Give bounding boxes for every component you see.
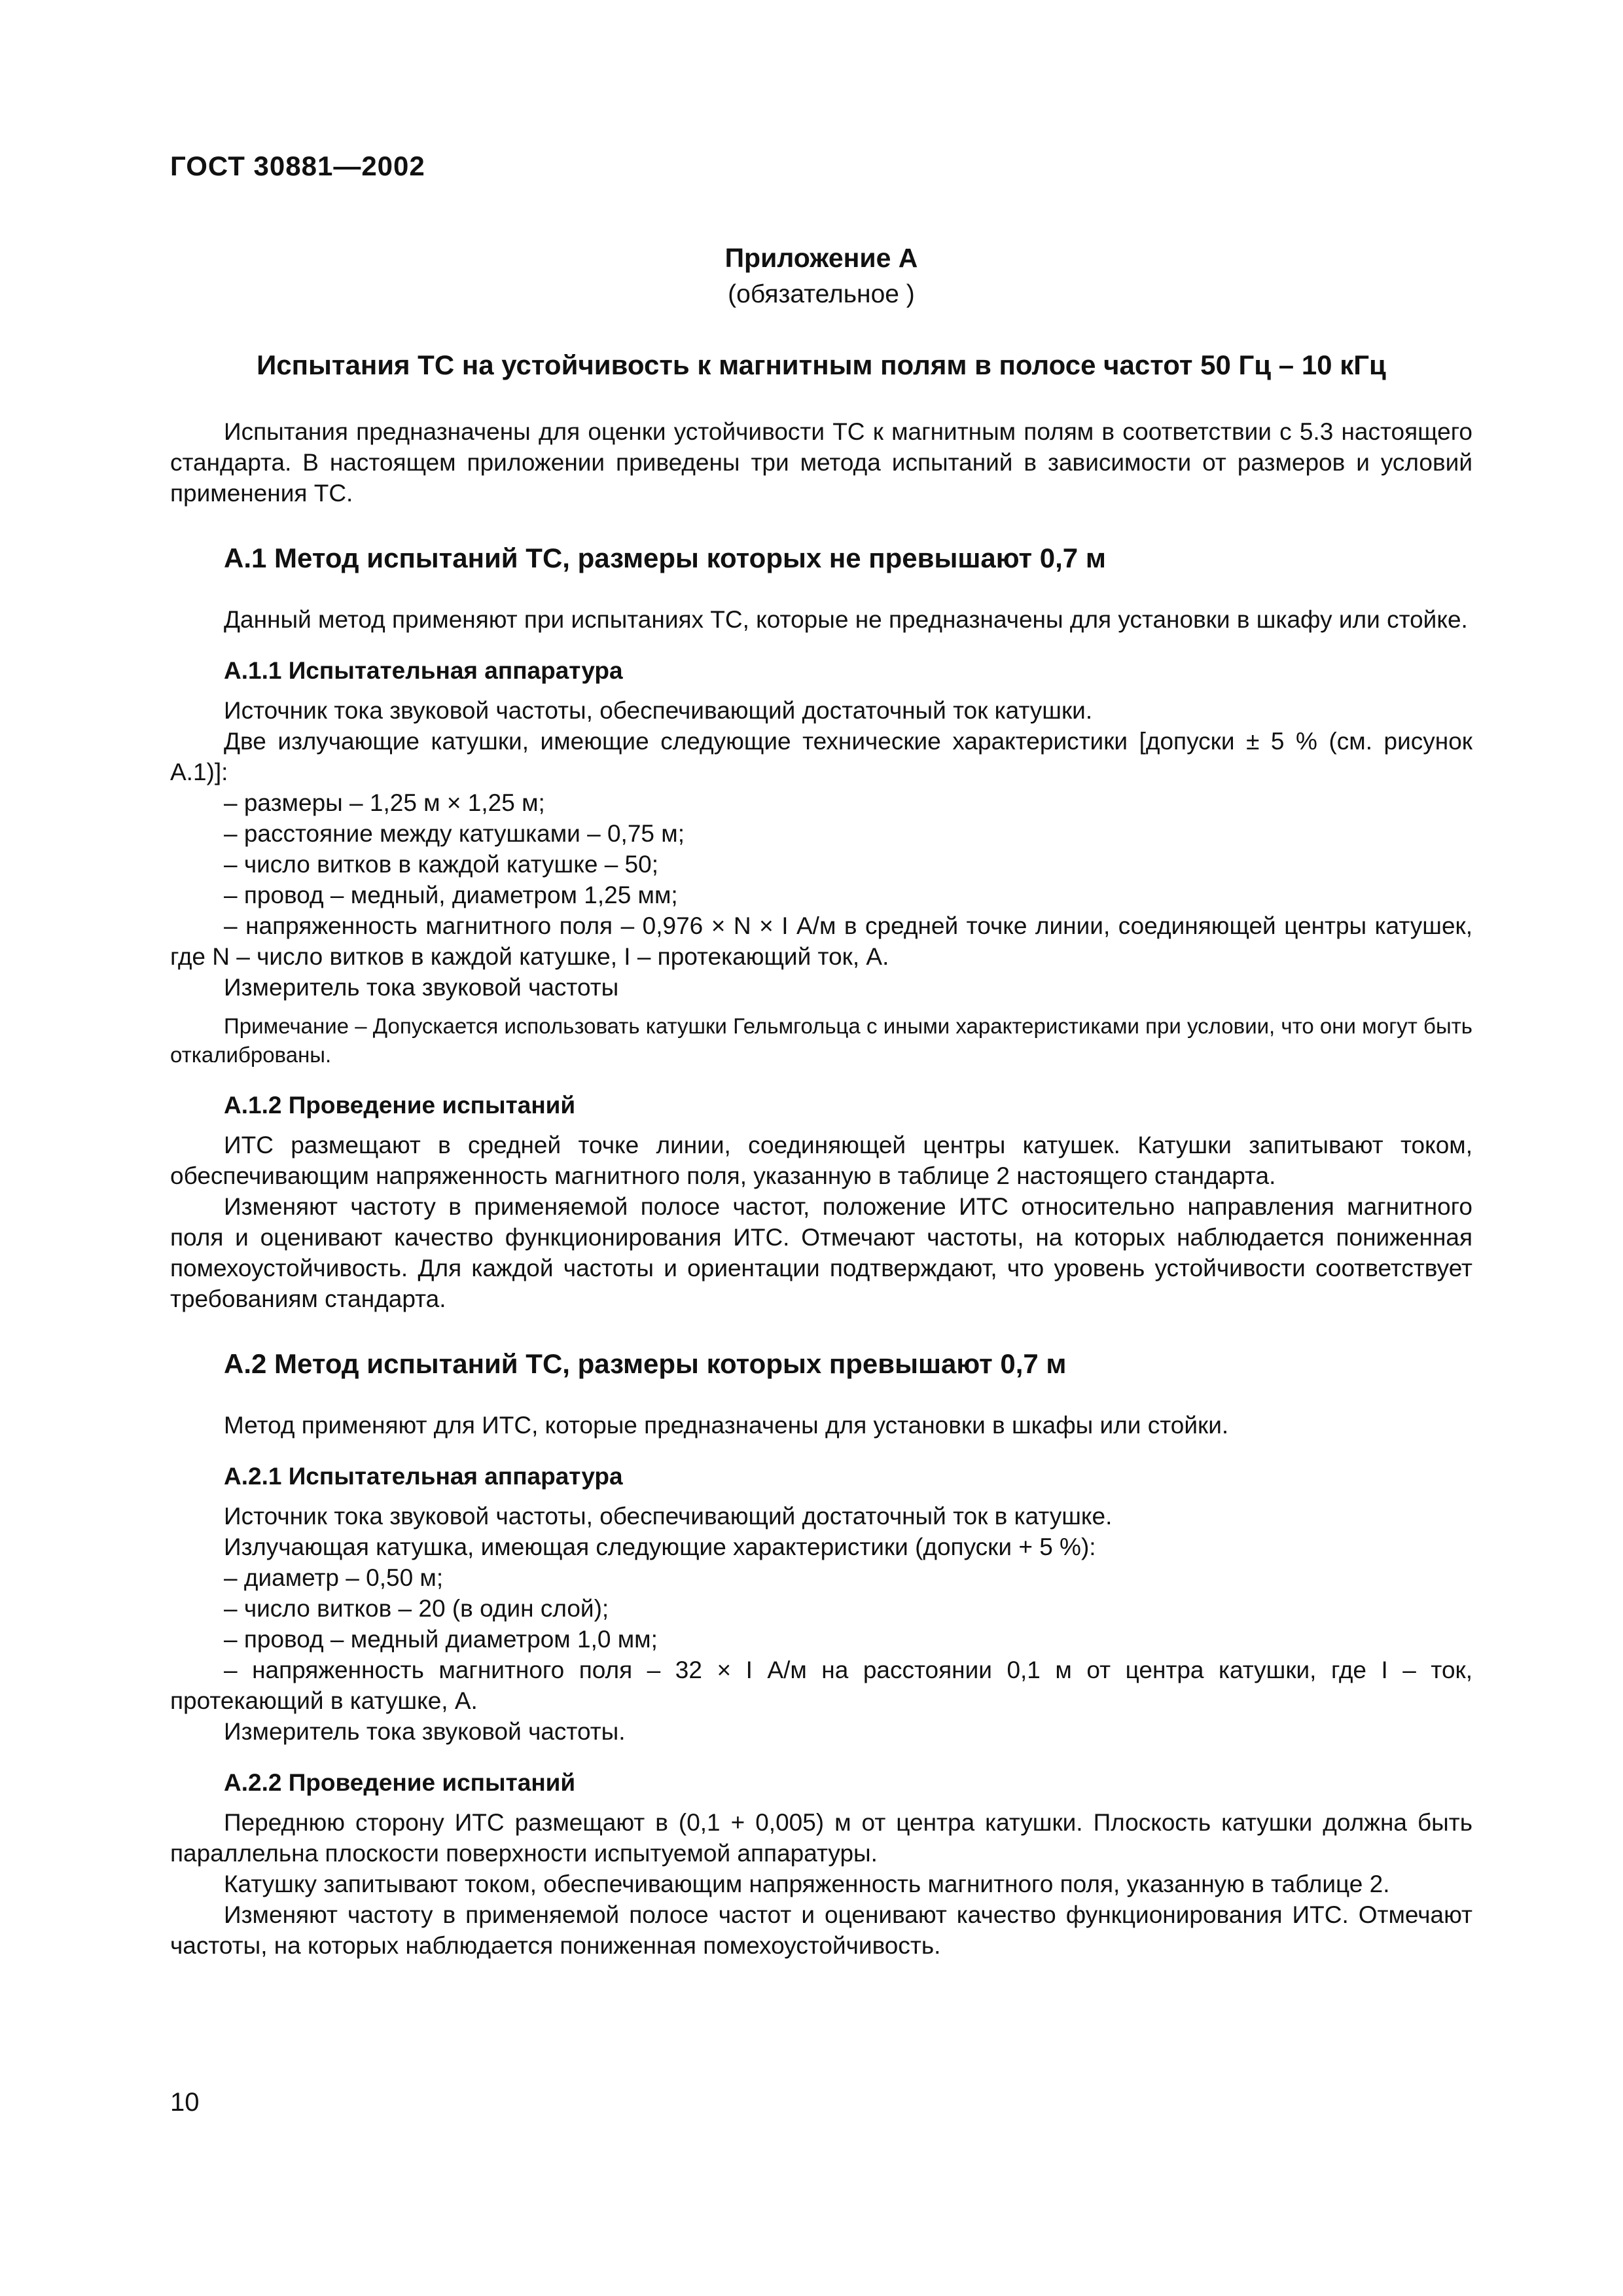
appendix-status: (обязательное ) [728, 280, 915, 308]
paragraph: Источник тока звуковой частоты, обеспечивающий достаточный ток катушки. [224, 697, 1093, 724]
paragraph: ИТС размещают в средней точке линии, соединяющей центры катушек. Катушки запитывают током, обеспечивающим напряженность магнитного поля, указанную в таблице 2 настоящего стандарта. [170, 1132, 1472, 1189]
list-item: – размеры – 1,25 м × 1,25 м; [224, 789, 545, 816]
section-a1-intro: Данный метод применяют при испытаниях ТС, которые не предназначены для установки в шкафу или стойке. [224, 606, 1468, 633]
list-item: – провод – медный диаметром 1,0 мм; [224, 1626, 658, 1653]
section-a2-2-heading: А.2.2 Проведение испытаний [224, 1769, 576, 1796]
appendix-intro: Испытания предназначены для оценки устойчивости ТС к магнитным полям в соответствии с 5.3 настоящего стандарта. В настоящем приложении приведены три метода испытаний в зависимости от размеров и условий применения ТС. [170, 418, 1472, 507]
document-id: ГОСТ 30881—2002 [170, 151, 425, 181]
paragraph: Излучающая катушка, имеющая следующие характеристики (допуски + 5 %): [224, 1534, 1096, 1560]
document-page [170, 151, 1472, 1961]
section-a1-heading: А.1 Метод испытаний ТС, размеры которых не превышают 0,7 м [224, 543, 1106, 573]
section-a2-1-heading: А.2.1 Испытательная аппаратура [224, 1463, 623, 1490]
list-item: – число витков в каждой катушке – 50; [224, 851, 658, 878]
paragraph: Переднюю сторону ИТС размещают в (0,1 + 0,005) м от центра катушки. Плоскость катушки должна быть параллельна плоскости поверхности испытуемой аппаратуры. [170, 1809, 1472, 1867]
paragraph: Измеритель тока звуковой частоты [224, 974, 619, 1001]
section-a2-heading: А.2 Метод испытаний ТС, размеры которых превышают 0,7 м [224, 1348, 1067, 1379]
paragraph: Источник тока звуковой частоты, обеспечивающий достаточный ток в катушке. [224, 1503, 1113, 1530]
section-a1-2-heading: А.1.2 Проведение испытаний [224, 1092, 576, 1119]
appendix-title: Приложение А [724, 243, 918, 273]
list-item: – диаметр – 0,50 м; [224, 1564, 444, 1591]
paragraph: Изменяют частоту в применяемой полосе частот и оценивают качество функционирования ИТС. Отмечают частоты, на которых наблюдается пониженная помехоустойчивость. [170, 1901, 1472, 1959]
list-item: – напряженность магнитного поля – 32 × I А/м на расстоянии 0,1 м от центра катушки, где I – ток, протекающий в катушке, А. [170, 1657, 1472, 1714]
list-item: – расстояние между катушками – 0,75 м; [224, 820, 685, 847]
section-a2-intro: Метод применяют для ИТС, которые предназначены для установки в шкафы или стойки. [224, 1412, 1229, 1439]
paragraph: Измеритель тока звуковой частоты. [224, 1718, 626, 1745]
list-item: – число витков – 20 (в один слой); [224, 1595, 609, 1622]
note: Примечание – Допускается использовать катушки Гельмгольца с иными характеристиками при условии, что они могут быть откалиброваны. [170, 1014, 1472, 1067]
page-number: 10 [170, 2088, 200, 2117]
paragraph: Две излучающие катушки, имеющие следующие технические характеристики [допуски ± 5 % (см. рисунок А.1)]: [170, 728, 1472, 785]
section-a1-1-heading: А.1.1 Испытательная аппаратура [224, 657, 623, 684]
list-item: – провод – медный, диаметром 1,25 мм; [224, 882, 678, 908]
paragraph: Изменяют частоту в применяемой полосе частот, положение ИТС относительно направления магнитного поля и оценивают качество функционирования ИТС. Отмечают частоты, на которых наблюдается пониженная помехоустойчивость. Для каждой частоты и ориентации подтверждают, что уровень устойчивости соответствует требованиям стандарта. [170, 1193, 1472, 1312]
paragraph: Катушку запитывают током, обеспечивающим напряженность магнитного поля, указанную в таблице 2. [224, 1871, 1390, 1897]
list-item: – напряженность магнитного поля – 0,976 × N × I А/м в средней точке линии, соединяющей центры катушек, где N – число витков в каждой катушке, I – протекающий ток, А. [170, 912, 1472, 970]
appendix-heading: Испытания ТС на устойчивость к магнитным полям в полосе частот 50 Гц – 10 кГц [257, 350, 1386, 380]
